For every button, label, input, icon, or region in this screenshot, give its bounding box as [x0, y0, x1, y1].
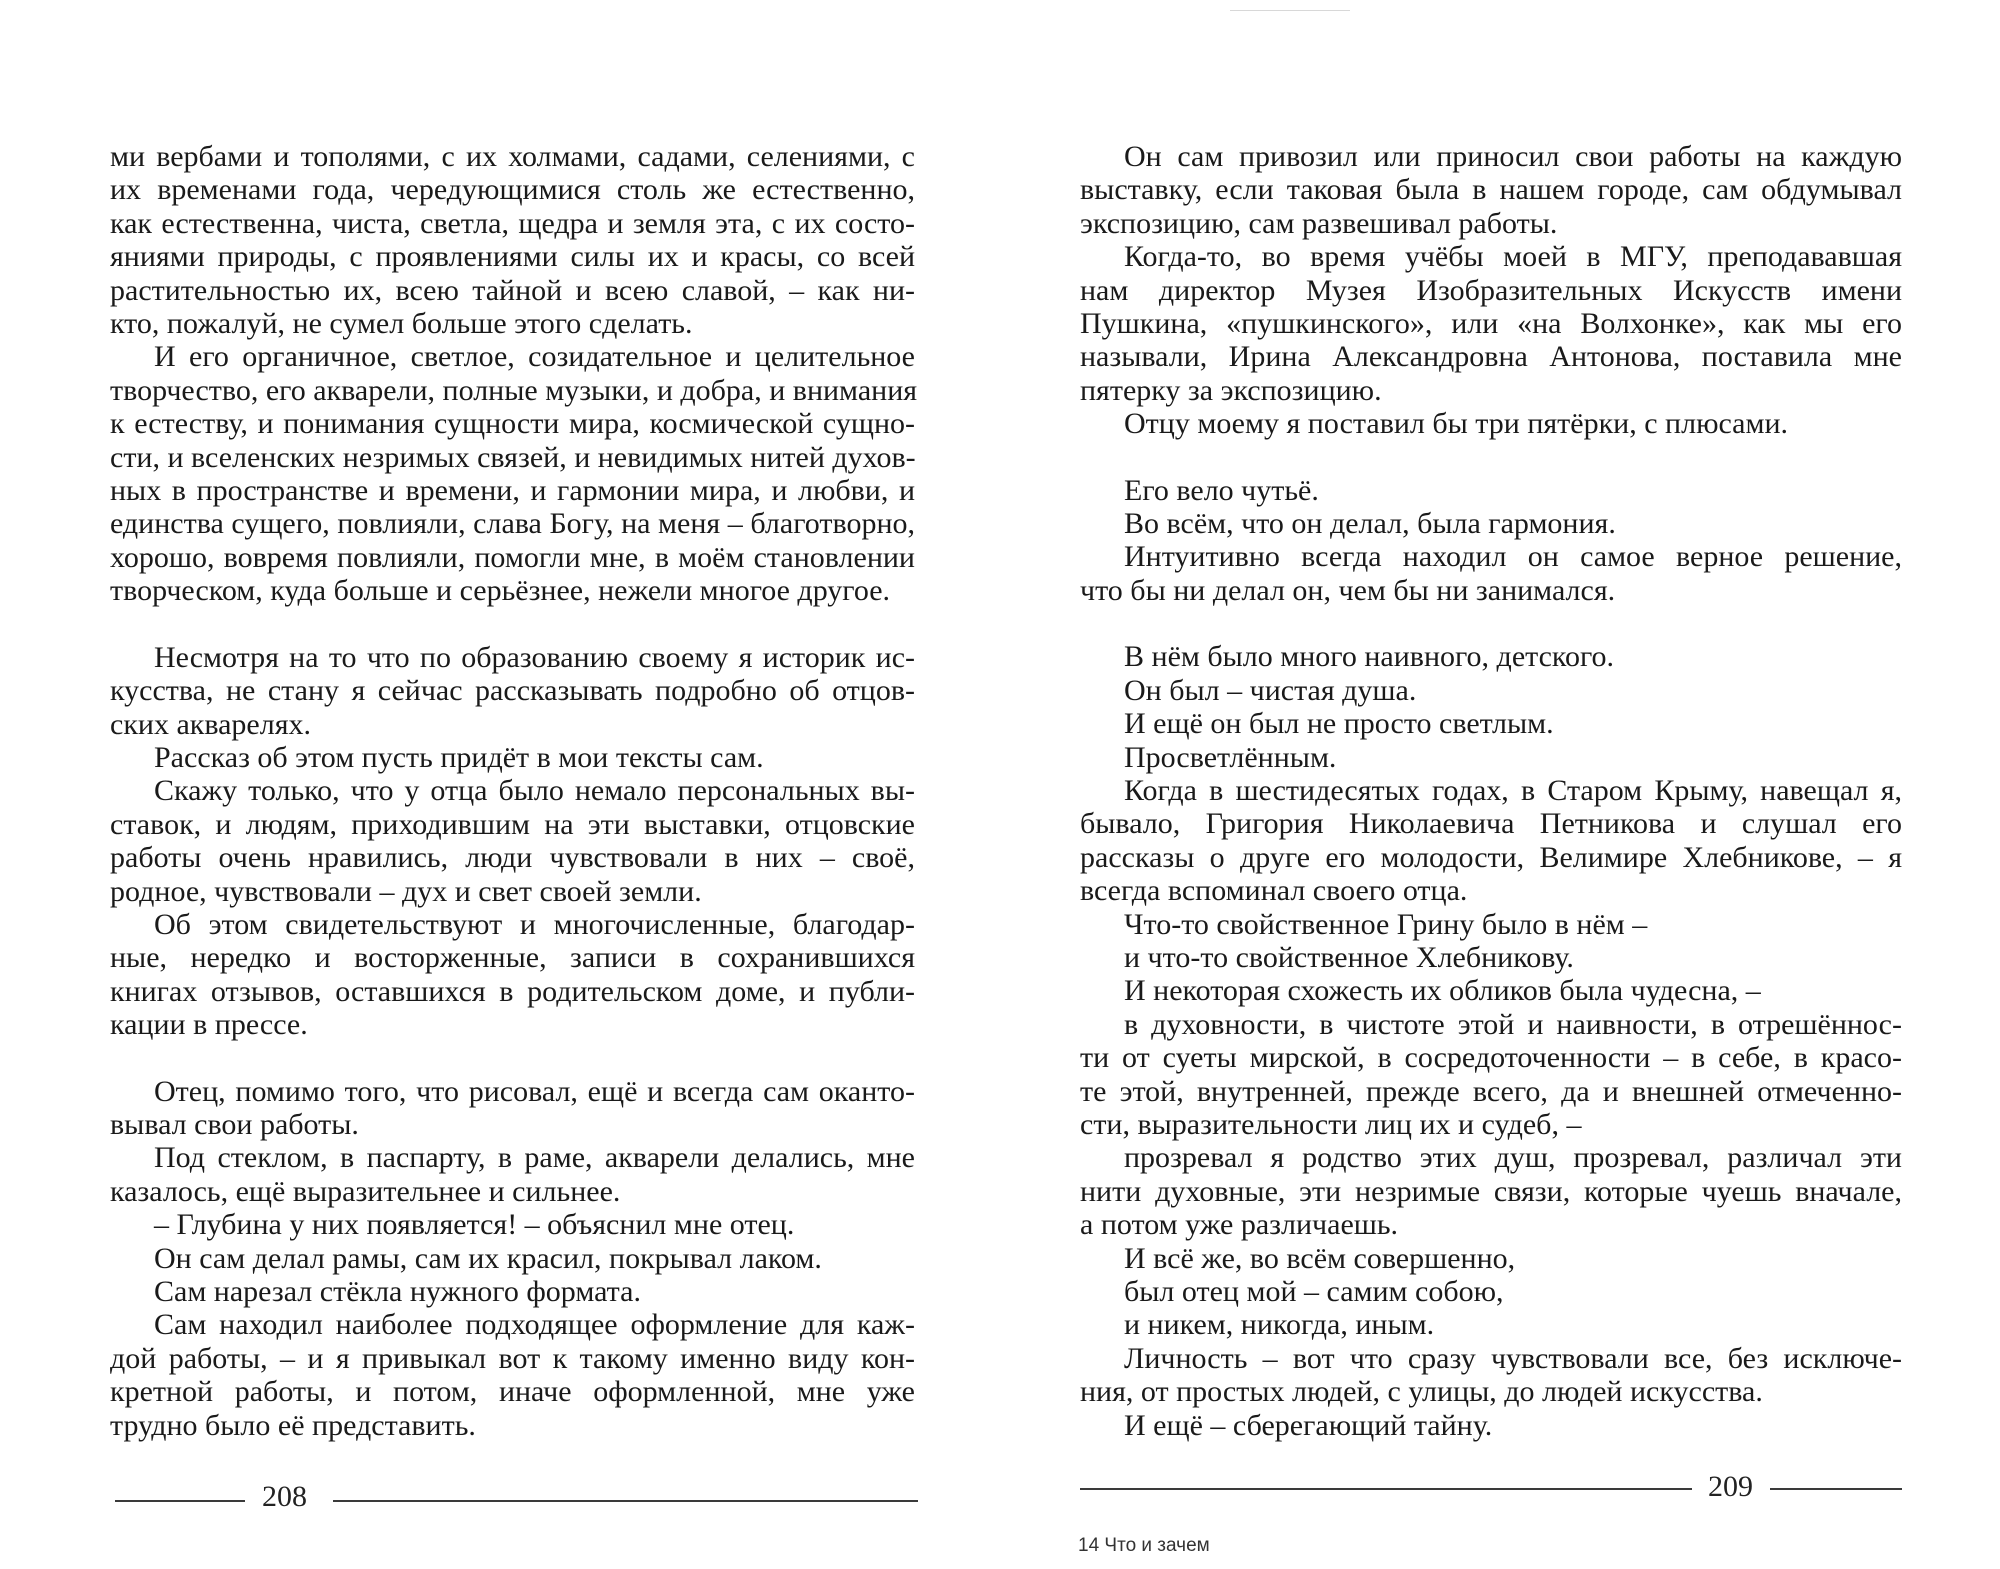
text-line: называли, Ирина Александровна Антонова, поставила мне: [1080, 340, 1902, 374]
text-line: Несмотря на то что по образованию своему я историк ис-: [154, 640, 915, 674]
text-line: творческом, куда больше и серьёзнее, нежели многое другое.: [110, 574, 891, 608]
right-footer-rule-b: [1770, 1488, 1902, 1490]
text-line: трудно было её представить.: [110, 1408, 476, 1442]
text-line: их временами года, чередующимися столь же естественно,: [110, 173, 915, 207]
text-line: кусства, не стану я сейчас рассказывать подробно об отцов-: [110, 674, 915, 708]
text-line: нам директор Музея Изобразительных Искусств имени: [1080, 273, 1902, 307]
right-footer-rule-a: [1080, 1488, 1692, 1490]
text-line: ти от суеты мирской, в сосредоточенности – в себе, в красо-: [1080, 1041, 1902, 1075]
text-line: бывало, Григория Николаевича Петникова и слушал его: [1080, 807, 1902, 841]
right-page-text: [1080, 140, 1902, 1442]
left-page-number: 208: [262, 1480, 307, 1513]
text-line: работы очень нравились, люди чувствовали в них – своё,: [110, 841, 915, 875]
text-line: родное, чувствовали – дух и свет своей земли.: [110, 874, 702, 908]
text-line: В нём было много наивного, детского.: [1124, 640, 1615, 674]
text-line: Сам находил наиболее подходящее оформление для каж-: [154, 1308, 915, 1342]
text-line: что бы ни делал он, чем бы ни занимался.: [1080, 573, 1616, 607]
text-line: И его органичное, светлое, созидательное и целительное: [154, 340, 915, 374]
text-line: был отец мой – самим собою,: [1124, 1275, 1504, 1308]
text-line: а потом уже различаешь.: [1080, 1208, 1399, 1242]
paragraph-gap: [110, 608, 915, 641]
text-line: Когда в шестидесятых годах, в Старом Крыму, навещал я,: [1124, 773, 1902, 807]
text-line: Интуитивно всегда находил он самое верное решение,: [1124, 540, 1902, 574]
text-line: Скажу только, что у отца было немало персональных вы-: [154, 774, 915, 808]
text-line: Сам нарезал стёкла нужного формата.: [154, 1275, 641, 1308]
text-line: ния, от простых людей, с улицы, до людей искусства.: [1080, 1375, 1763, 1409]
text-line: Что-то свойственное Грину было в нём –: [1124, 907, 1648, 941]
text-line: ных в пространстве и времени, и гармонии мира, и любви, и: [110, 474, 915, 508]
text-line: – Глубина у них появляется! – объяснил мне отец.: [154, 1208, 795, 1242]
paragraph-gap: [1080, 441, 1902, 474]
text-line: Об этом свидетельствуют и многочисленные, благодар-: [154, 907, 915, 941]
text-line: дой работы, – и я привыкал вот к такому именно виду кон-: [110, 1341, 915, 1375]
paragraph-gap: [110, 1042, 915, 1075]
text-line: всегда вспоминал своего отца.: [1080, 874, 1468, 908]
top-decorative-rule: [1230, 10, 1350, 11]
text-line: И ещё он был не просто светлым.: [1124, 707, 1554, 741]
left-footer-rule-a: [115, 1500, 245, 1502]
text-line: Его вело чутьё.: [1124, 473, 1319, 507]
text-line: и никем, никогда, иным.: [1124, 1308, 1435, 1342]
right-page-number: 209: [1708, 1470, 1753, 1503]
text-line: Пушкина, «пушкинского», или «на Волхонке», как мы его: [1080, 307, 1902, 341]
text-line: книгах отзывов, оставшихся в родительском доме, и публи-: [110, 974, 915, 1008]
text-line: растительностью их, всею тайной и всею славой, – как ни-: [110, 273, 915, 307]
left-page-text: [110, 140, 918, 1442]
text-line: пятерку за экспозицию.: [1080, 373, 1382, 407]
text-line: Во всём, что он делал, была гармония.: [1124, 507, 1616, 541]
text-line: яниями природы, с проявлениями силы их и красы, со всей: [110, 240, 915, 274]
text-line: Рассказ об этом пусть придёт в мои тексты сам.: [154, 740, 764, 774]
text-line: те этой, внутренней, прежде всего, да и внешней отмеченно-: [1080, 1074, 1902, 1108]
text-line: творчество, его акварели, полные музыки, и добра, и внимания: [110, 373, 918, 407]
text-line: вывал свои работы.: [110, 1107, 359, 1141]
text-line: казалось, ещё выразительнее и сильнее.: [110, 1174, 621, 1208]
text-line: ные, нередко и восторженные, записи в сохранившихся: [110, 941, 915, 975]
text-line: к естеству, и понимания сущности мира, космической сущно-: [110, 407, 915, 441]
running-footer: 14 Что и зачем: [1078, 1535, 1210, 1556]
text-line: Личность – вот что сразу чувствовали все, без исключе-: [1124, 1341, 1902, 1375]
text-line: в духовности, в чистоте этой и наивности, в отрешённос-: [1124, 1007, 1902, 1041]
text-line: сти, и вселенских незримых связей, и невидимых нитей духов-: [110, 440, 916, 474]
text-line: кто, пожалуй, не сумел больше этого сделать.: [110, 307, 693, 341]
text-line: И ещё – сберегающий тайну.: [1124, 1408, 1493, 1442]
text-line: Отец, помимо того, что рисовал, ещё и всегда сам оканто-: [154, 1074, 915, 1108]
paragraph-gap: [1080, 607, 1902, 640]
text-line: ставок, и людям, приходившим на эти выставки, отцовские: [110, 807, 915, 841]
text-line: и что-то свойственное Хлебникову.: [1124, 940, 1574, 974]
text-line: Он сам делал рамы, сам их красил, покрывал лаком.: [154, 1241, 822, 1275]
left-footer-rule-b: [333, 1500, 918, 1502]
text-line: как естественна, чиста, светла, щедра и земля эта, с их состо-: [110, 206, 915, 240]
text-line: нити духовные, эти незримые связи, которые чуешь вначале,: [1080, 1174, 1902, 1208]
text-line: И всё же, во всём совершенно,: [1124, 1241, 1516, 1275]
text-line: прозревал я родство этих душ, прозревал, различал эти: [1124, 1141, 1902, 1175]
text-line: Когда-то, во время учёбы моей в МГУ, преподававшая: [1124, 240, 1902, 274]
text-line: единства сущего, повлияли, слава Богу, на меня – благотворно,: [110, 507, 915, 541]
text-line: сти, выразительности лиц их и судеб, –: [1080, 1107, 1582, 1141]
text-line: экспозицию, сам развешивал работы.: [1080, 206, 1558, 240]
text-line: Просветлённым.: [1124, 740, 1337, 774]
text-line: Отцу моему я поставил бы три пятёрки, с плюсами.: [1124, 407, 1789, 441]
text-line: ских акварелях.: [110, 707, 312, 741]
text-line: Под стеклом, в паспарту, в раме, акварели делались, мне: [154, 1141, 915, 1175]
text-line: ми вербами и тополями, с их холмами, садами, селениями, с: [110, 140, 915, 173]
text-line: Он был – чистая душа.: [1124, 673, 1417, 707]
text-line: рассказы о друге его молодости, Велимире Хлебникове, – я: [1080, 840, 1902, 874]
text-line: выставку, если таковая была в нашем городе, сам обдумывал: [1080, 173, 1902, 207]
text-line: хорошо, вовремя повлияли, помогли мне, в моём становлении: [110, 540, 915, 574]
text-line: И некоторая схожесть их обликов была чудесна, –: [1124, 974, 1761, 1008]
text-line: Он сам привозил или приносил свои работы на каждую: [1124, 140, 1902, 173]
text-line: кации в прессе.: [110, 1008, 308, 1042]
text-line: кретной работы, и потом, иначе оформленной, мне уже: [110, 1375, 915, 1409]
